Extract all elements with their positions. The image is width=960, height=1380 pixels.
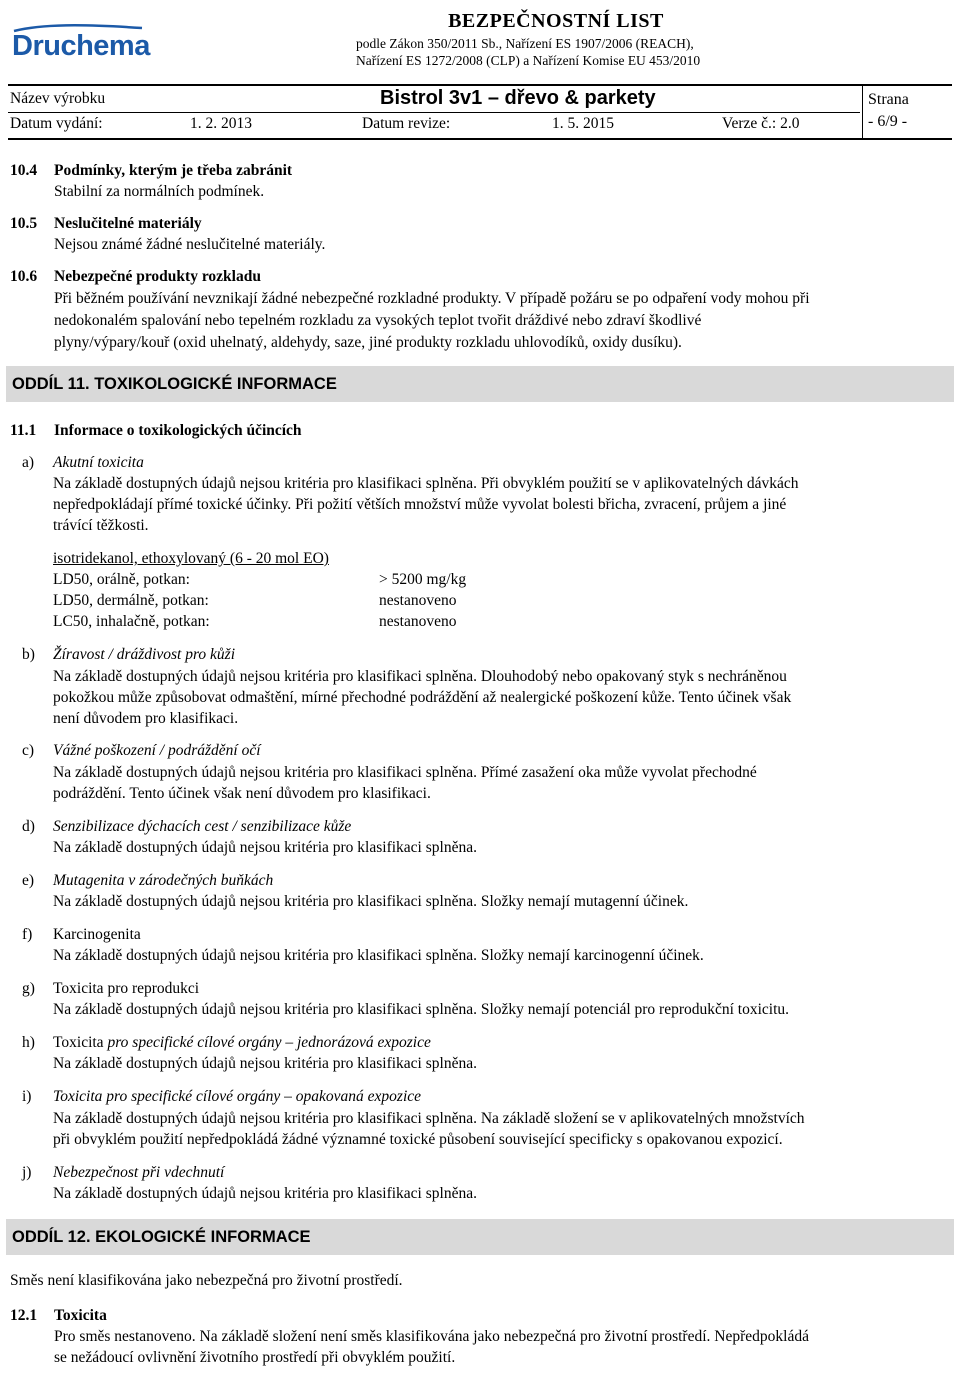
subsection-title: Toxicita [54,1307,107,1324]
item-text-line: podráždění. Tento účinek však není důvodem pro klasifikaci. [53,785,431,802]
page-number: - 6/9 - [868,113,908,130]
subsection-text-line: nedokonalém spalování nebo tepelném rozkladu za vysokých teplot tvořit dráždivé nebo zdraví škodlivé [54,312,702,329]
product-label: Název výrobku [10,90,106,107]
product-name: Bistrol 3v1 – dřevo & parkety [380,87,656,109]
issue-date-label: Datum vydání: [10,115,103,132]
subsection-title: Podmínky, kterým je třeba zabránit [54,162,293,179]
item-title: Senzibilizace dýchacích cest / senzibilizace kůže [53,818,352,835]
page-label: Strana [868,91,909,108]
item-text-line: Na základě dostupných údajů nejsou kritéria pro klasifikaci splněna. Při obvyklém použití se v aplikovatelných dávkách [53,475,799,492]
item-text-line: Na základě dostupných údajů nejsou kritéria pro klasifikaci splněna. [53,839,477,856]
item-title: Vážné poškození / podráždění očí [53,742,261,759]
item-text-line: Na základě dostupných údajů nejsou kritéria pro klasifikaci splněna. Na základě složení se v aplikovatelných množstvích [53,1110,805,1127]
subsection-number: 11.1 [10,422,37,439]
regulation-line-2: Nařízení ES 1272/2008 (CLP) a Nařízení Komise EU 453/2010 [356,53,701,68]
item-text-line: pokožkou může způsobovat odmaštění, mírné přechodné podráždění až nealergické poškození kůže. Tento účinek však [53,689,792,706]
item-text-line: Na základě dostupných údajů nejsou kritéria pro klasifikaci splněna. [53,1055,477,1072]
subsection-text-line: plyny/výpary/kouř (oxid uhelnatý, aldehydy, saze, jiné produkty rozkladu uhlovodíků, oxidy dusíku). [54,334,682,351]
item-text-line: Na základě dostupných údajů nejsou kritéria pro klasifikaci splněna. Složky nemají potenciál pro reprodukční toxicitu. [53,1001,790,1018]
item-letter: b) [22,646,35,663]
subsection-title: Informace o toxikologických účincích [54,422,302,439]
company-logo [8,22,158,72]
item-title [53,1032,431,1053]
item-letter: e) [22,872,35,889]
page-column-divider [862,86,863,138]
header-row-divider [8,112,860,113]
item-title: Žíravost / dráždivost pro kůži [53,646,235,663]
subsection-title: Neslučitelné materiály [54,215,202,232]
item-title: Toxicita pro specifické cílové orgány – opakovaná expozice [53,1088,422,1105]
tox-row-value: nestanoveno [379,613,457,630]
tox-row-label: LD50, dermálně, potkan: [53,592,209,609]
header-divider [8,84,952,86]
version: Verze č.: 2.0 [722,115,800,132]
subsection-number: 12.1 [10,1307,38,1324]
item-letter: d) [22,818,35,835]
item-letter: j) [22,1164,32,1181]
logo-text: Druchema [12,30,150,62]
tox-row-value: > 5200 mg/kg [379,571,467,588]
item-text-line: Na základě dostupných údajů nejsou kritéria pro klasifikaci splněna. Složky nemají mutagenní účinek. [53,893,689,910]
subsection-text: Nejsou známé žádné neslučitelné materiály. [54,236,326,253]
issue-date: 1. 2. 2013 [190,115,252,132]
subsection-text-line: se nežádoucí ovlivnění životního prostředí při obvyklém použití. [54,1349,456,1366]
item-title-part: Toxicita [53,1034,108,1051]
item-letter: c) [22,742,35,759]
subsection-number: 10.6 [10,268,38,285]
item-letter: i) [22,1088,32,1105]
item-text-line: nepředpokládají přímé toxické účinky. Při požití větších množství může vyvolat bolesti břicha, zvracení, průjem a jiné [53,496,787,513]
item-title-part: pro specifické cílové orgány – jednorázová expozice [107,1034,431,1051]
subsection-title: Nebezpečné produkty rozkladu [54,268,261,285]
item-title: Karcinogenita [53,926,141,943]
section-heading-text: ODDÍL 12. EKOLOGICKÉ INFORMACE [12,1228,311,1246]
section-heading-text: ODDÍL 11. TOXIKOLOGICKÉ INFORMACE [12,375,337,393]
item-title: Toxicita pro reprodukci [53,980,200,997]
item-text-line: při obvyklém použití nepředpokládá žádné významné toxické působení související specificky s opakovanou expozicí. [53,1131,783,1148]
section-11-heading [6,366,954,402]
item-text-line: Na základě dostupných údajů nejsou kritéria pro klasifikaci splněna. Přímé zasažení oka může vyvolat přechodné [53,764,757,781]
tox-row-value: nestanoveno [379,592,457,609]
section-12-heading [6,1219,954,1255]
document-title: BEZPEČNOSTNÍ LIST [448,10,664,32]
tox-row-label: LD50, orálně, potkan: [53,571,190,588]
item-title: Nebezpečnost při vdechnutí [53,1164,225,1181]
item-text-line: Na základě dostupných údajů nejsou kritéria pro klasifikaci splněna. [53,1185,477,1202]
item-text-line: Na základě dostupných údajů nejsou kritéria pro klasifikaci splněna. Složky nemají karcinogenní účinek. [53,947,704,964]
substance-name: isotridekanol, ethoxylovaný (6 - 20 mol EO) [53,550,329,567]
regulation-line-1: podle Zákon 350/2011 Sb., Nařízení ES 1907/2006 (REACH), [356,36,694,51]
item-letter: a) [22,454,35,471]
subsection-text: Stabilní za normálních podmínek. [54,183,265,200]
item-letter: f) [22,926,33,943]
item-title: Mutagenita v zárodečných buňkách [53,872,274,889]
revision-date-label: Datum revize: [362,115,451,132]
subsection-number: 10.4 [10,162,38,179]
revision-date: 1. 5. 2015 [552,115,614,132]
item-text-line: Na základě dostupných údajů nejsou kritéria pro klasifikaci splněna. Dlouhodobý nebo opakovaný styk s nechráněnou [53,668,787,685]
tox-row-label: LC50, inhalačně, potkan: [53,613,210,630]
subsection-number: 10.5 [10,215,38,232]
item-letter: h) [22,1034,35,1051]
item-text-line: není důvodem pro klasifikaci. [53,710,239,727]
item-text-line: trávící těžkosti. [53,517,149,534]
item-letter: g) [22,980,35,997]
item-title: Akutní toxicita [53,454,144,471]
header-bottom-divider [8,138,952,140]
subsection-text-line: Při běžném používání nevznikají žádné nebezpečné rozkladné produkty. V případě požáru se po odpaření vody mohou při [54,290,810,307]
section-12-intro: Směs není klasifikována jako nebezpečná pro životní prostředí. [10,1272,403,1289]
subsection-text-line: Pro směs nestanoveno. Na základě složení není směs klasifikována jako nebezpečná pro životní prostředí. Nepředpokládá [54,1328,809,1345]
